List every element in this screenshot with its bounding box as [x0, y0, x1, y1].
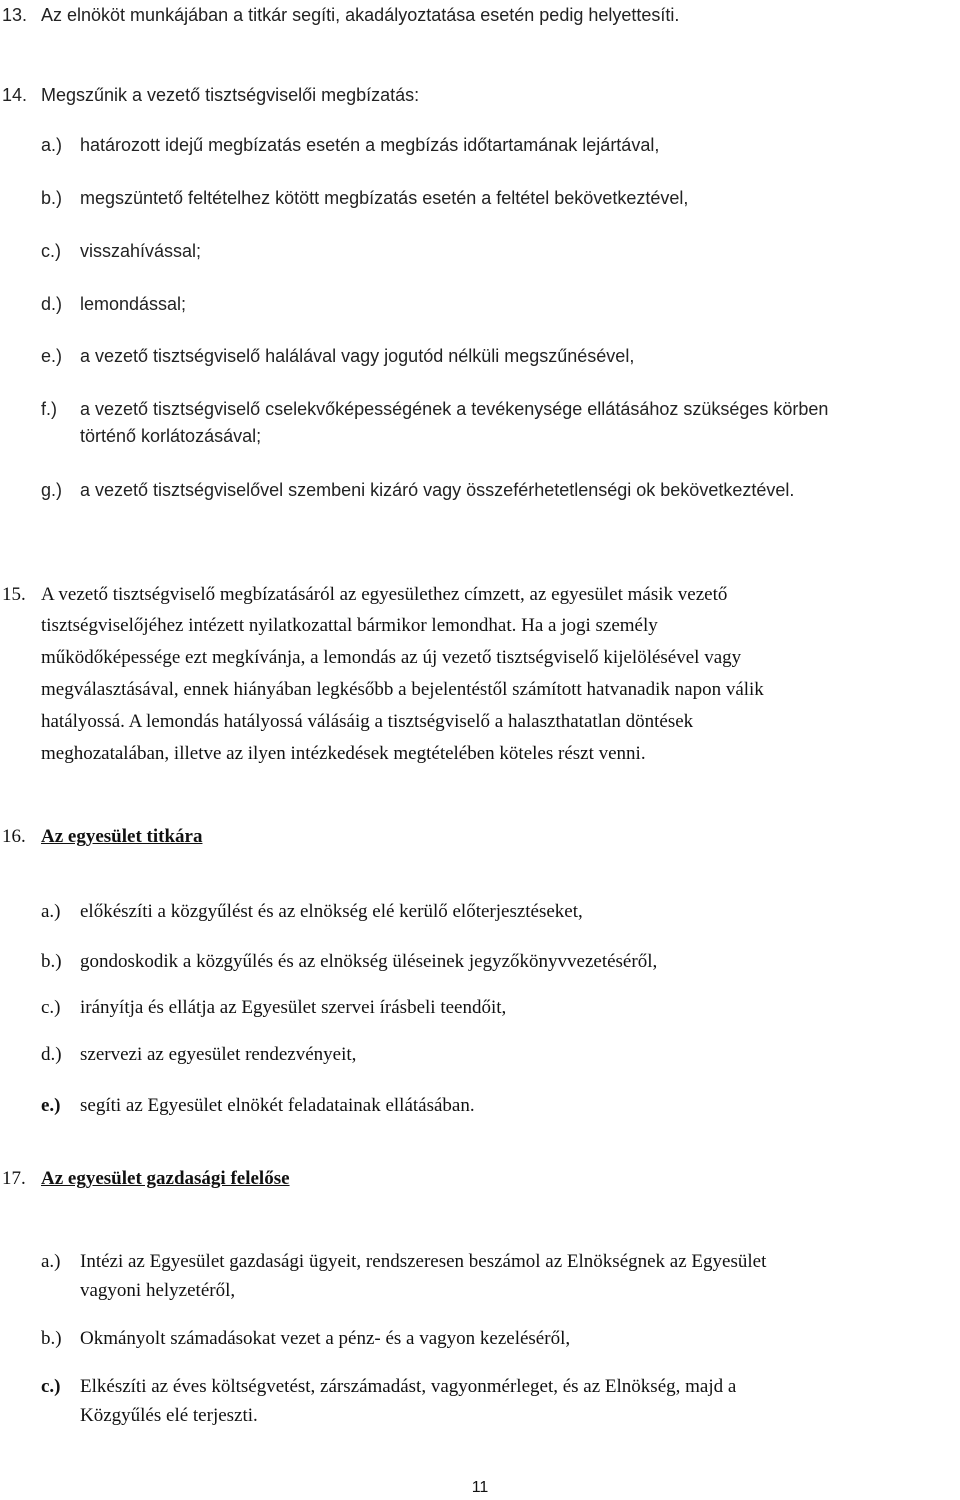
item-label: c.)	[41, 1376, 61, 1397]
item-text: segíti az Egyesület elnökét feladatainak ellátásában.	[80, 1095, 475, 1116]
item-label: e.)	[41, 1095, 61, 1116]
item-text: szervezi az egyesület rendezvényeit,	[80, 1044, 357, 1065]
section-number: 15.	[2, 584, 26, 605]
item-text: visszahívással;	[80, 241, 202, 261]
item-text: a vezető tisztségviselővel szembeni kizáró vagy összeférhetetlenségi ok bekövetkeztével.	[80, 480, 795, 500]
item-text-continued: történő korlátozásával;	[80, 426, 262, 446]
section-title: Az egyesület gazdasági felelőse	[41, 1168, 290, 1189]
section-intro: Megszűnik a vezető tisztségviselői megbízatás:	[41, 85, 420, 105]
item-text: a vezető tisztségviselő cselekvőképességének a tevékenysége ellátásához szükséges körben	[80, 399, 829, 419]
section-text: Az elnököt munkájában a titkár segíti, akadályoztatása esetén pedig helyettesíti.	[41, 5, 680, 25]
item-label: a.)	[41, 1251, 61, 1272]
section-number: 14.	[2, 85, 28, 105]
item-label: a.)	[41, 901, 61, 922]
section-number: 13.	[2, 5, 28, 25]
paragraph-line: hatályossá. A lemondás hatályossá válásáig a tisztségviselő a halaszthatatlan döntések	[41, 711, 694, 732]
paragraph-line: működőképessége ezt megkívánja, a lemondás az új vezető tisztségviselő kijelölésével vagy	[41, 647, 742, 668]
item-label: e.)	[41, 346, 63, 366]
item-text: előkészíti a közgyűlést és az elnökség elé kerülő előterjesztéseket,	[80, 901, 583, 922]
item-text: irányítja és ellátja az Egyesület szervei írásbeli teendőit,	[80, 997, 507, 1018]
item-text: Okmányolt számadásokat vezet a pénz- és a vagyon kezeléséről,	[80, 1328, 571, 1349]
item-text: megszüntető feltételhez kötött megbízatás esetén a feltétel bekövetkeztével,	[80, 188, 689, 208]
item-label: d.)	[41, 1044, 62, 1065]
section-number: 16.	[2, 826, 26, 847]
item-label: g.)	[41, 480, 63, 500]
item-label: b.)	[41, 1328, 62, 1349]
item-label: b.)	[41, 951, 62, 972]
item-text: határozott idejű megbízatás esetén a megbízás időtartamának lejártával,	[80, 135, 660, 155]
item-text: gondoskodik a közgyűlés és az elnökség üléseinek jegyzőkönyvvezetéséről,	[80, 951, 658, 972]
item-label: c.)	[41, 997, 61, 1018]
item-label: d.)	[41, 294, 63, 314]
item-text: Elkészíti az éves költségvetést, zárszámadást, vagyonmérleget, és az Elnökség, majd a	[80, 1376, 737, 1397]
item-text-continued: Közgyűlés elé terjeszti.	[80, 1405, 258, 1426]
item-text: Intézi az Egyesület gazdasági ügyeit, rendszeresen beszámol az Elnökségnek az Egyesület	[80, 1251, 767, 1272]
section-title: Az egyesület titkára	[41, 826, 203, 847]
paragraph-line: A vezető tisztségviselő megbízatásáról az egyesülethez címzett, az egyesület másik vezető	[41, 584, 728, 605]
item-label: b.)	[41, 188, 63, 208]
page-number: 11	[471, 1479, 489, 1496]
item-label: f.)	[41, 399, 57, 419]
paragraph-line: meghozatalában, illetve az ilyen intézkedések megtételében köteles részt venni.	[41, 743, 646, 764]
item-text: lemondással;	[80, 294, 187, 314]
item-text-continued: vagyoni helyzetéről,	[80, 1280, 236, 1301]
paragraph-line: megválasztásával, ennek hiányában legkésőbb a bejelentéstől számított hatvanadik napon válik	[41, 679, 764, 700]
item-text: a vezető tisztségviselő halálával vagy jogutód nélküli megszűnésével,	[80, 346, 635, 366]
paragraph-line: tisztségviselőjéhez intézett nyilatkozattal bármikor lemondhat. Ha a jogi személy	[41, 615, 658, 636]
item-label: c.)	[41, 241, 61, 261]
item-label: a.)	[41, 135, 63, 155]
section-number: 17.	[2, 1168, 26, 1189]
